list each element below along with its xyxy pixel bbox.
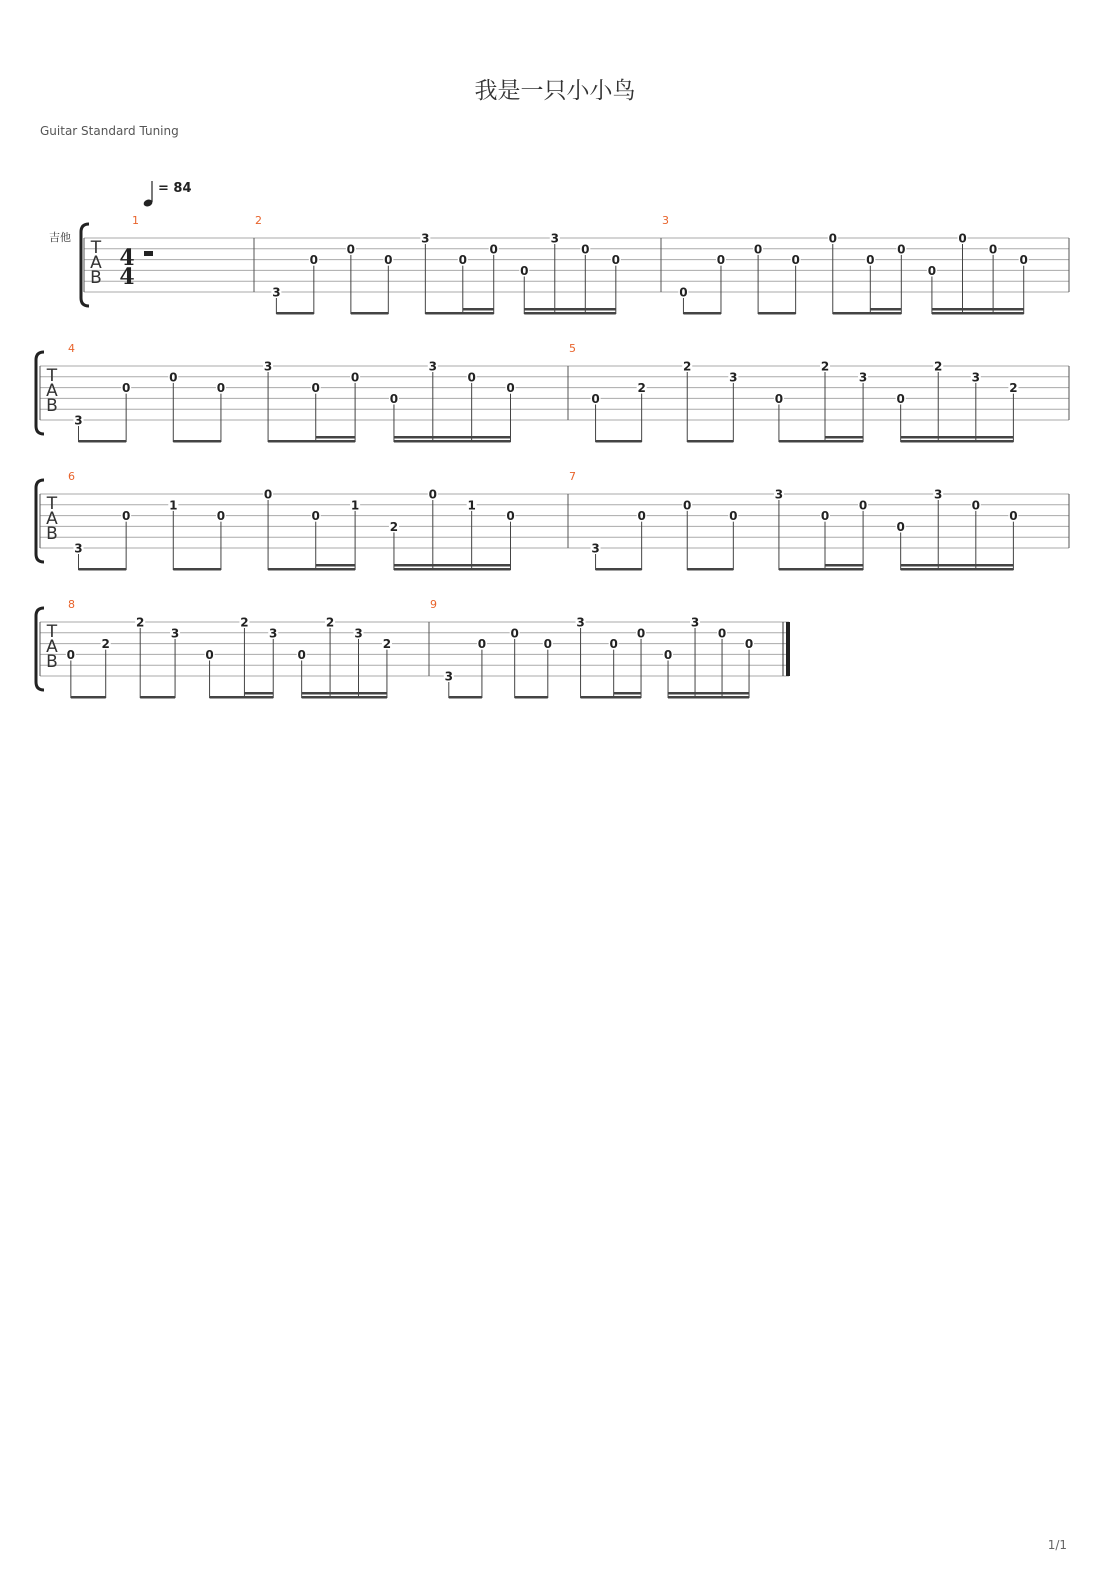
beam-primary [596,440,642,443]
beam-primary [78,440,126,443]
fret-number: 0 [428,487,437,502]
measure-number: 2 [255,214,262,227]
fret-number: 3 [858,370,868,385]
fret-number: 3 [591,541,600,556]
fret-number: 0 [744,637,754,652]
fret-number: 0 [205,647,214,662]
time-signature-top: 4 [119,245,135,271]
tab-clef-letter: A [46,381,58,401]
fret-number: 3 [428,359,437,374]
page-number: 1/1 [1047,1538,1067,1552]
fret-number: 0 [828,231,837,246]
fret-number: 0 [297,647,306,662]
fret-number: 0 [609,637,618,652]
beam-primary [449,696,482,699]
measure-number: 5 [569,342,576,355]
page-title: 我是一只小小鸟 [474,78,636,104]
measure-number: 8 [68,598,75,611]
beam-secondary [901,436,1014,439]
fret-number: 0 [897,242,906,257]
fret-number: 3 [729,370,738,385]
beam-primary [268,440,355,443]
fret-number: 0 [636,626,646,641]
fret-number: 2 [101,637,110,652]
fret-number: 3 [444,669,453,684]
half-rest [144,251,153,256]
beam-primary [302,696,387,699]
fret-number: 2 [934,359,943,374]
beam-primary [173,440,221,443]
fret-number: 0 [458,253,467,268]
beam-secondary [394,564,511,567]
beam-primary [901,568,1014,571]
fret-number: 0 [774,391,784,406]
beam-primary [210,696,274,699]
fret-number: 0 [121,381,131,396]
fret-number: 1 [169,498,178,513]
beam-primary [779,440,863,443]
fret-number: 3 [421,231,430,246]
fret-number: 0 [1009,509,1018,524]
beam-secondary [825,564,863,567]
beam-primary [687,568,733,571]
beam-secondary [901,564,1014,567]
fret-number: 0 [309,253,319,268]
tab-clef-letter: T [46,622,58,642]
fret-number: 0 [346,242,356,257]
instrument-name: 吉他 [49,231,71,244]
fret-number: 0 [679,285,688,300]
beam-primary [394,568,511,571]
beam-primary [140,696,175,699]
beam-primary [779,568,863,571]
fret-number: 0 [350,370,360,385]
beam-primary [515,696,548,699]
fret-number: 0 [717,626,727,641]
beam-secondary [668,692,749,695]
fret-number: 0 [477,637,487,652]
beam-secondary [463,308,494,311]
fret-number: 0 [791,253,800,268]
fret-number: 2 [136,615,145,630]
fret-number: 0 [311,381,320,396]
beam-primary [758,312,796,315]
fret-number: 1 [467,498,476,513]
fret-number: 1 [350,498,360,513]
fret-number: 2 [382,637,392,652]
beam-secondary [244,692,273,695]
beam-primary [425,312,493,315]
measure-number: 6 [68,470,75,483]
tempo-value: = 84 [158,181,192,196]
measure-number: 3 [662,214,669,227]
beam-primary [71,696,106,699]
tab-clef-letter: T [90,238,102,258]
beam-primary [581,696,641,699]
fret-number: 0 [66,647,76,662]
beam-secondary [932,308,1024,311]
fret-number: 2 [683,359,692,374]
fret-number: 0 [489,242,498,257]
beam-secondary [302,692,387,695]
beam-secondary [825,436,863,439]
fret-number: 0 [683,498,692,513]
fret-number: 3 [269,626,278,641]
tab-clef-letter: A [46,509,58,529]
fret-number: 2 [1009,381,1018,396]
beam-primary [668,696,749,699]
beam-primary [687,440,733,443]
fret-number: 3 [971,370,980,385]
tab-clef-letter: A [90,253,102,273]
fret-number: 0 [591,391,600,406]
fret-number: 3 [354,626,363,641]
fret-number: 0 [637,509,646,524]
fret-number: 2 [637,381,646,396]
beam-primary [351,312,388,315]
fret-number: 3 [74,541,83,556]
beam-primary [683,312,721,315]
beam-primary [524,312,616,315]
tab-clef-letter: A [46,637,58,657]
beam-primary [901,440,1014,443]
fret-number: 2 [325,615,335,630]
fret-number: 0 [866,253,875,268]
beam-secondary [316,436,355,439]
beam-secondary [614,692,641,695]
fret-number: 0 [169,370,178,385]
fret-number: 0 [520,263,529,278]
fret-number: 3 [272,285,281,300]
fret-number: 0 [389,391,399,406]
fret-number: 0 [263,487,273,502]
measure-number: 4 [68,342,75,355]
fret-number: 0 [384,253,393,268]
fret-number: 3 [934,487,943,502]
fret-number: 0 [820,509,830,524]
time-signature-bottom: 4 [119,264,135,290]
tuning-label: Guitar Standard Tuning [40,124,179,138]
beam-secondary [316,564,355,567]
fret-number: 0 [216,509,226,524]
beam-primary [276,312,313,315]
fret-number: 0 [958,231,967,246]
fret-number: 0 [927,263,937,278]
beam-secondary [870,308,901,311]
fret-number: 2 [389,519,399,534]
beam-primary [833,312,902,315]
beam-primary [932,312,1024,315]
fret-number: 3 [576,615,585,630]
measure-number: 1 [132,214,139,227]
fret-number: 3 [263,359,273,374]
fret-number: 0 [729,509,738,524]
beam-primary [268,568,355,571]
tab-clef-letter: T [46,366,58,386]
fret-number: 3 [550,231,559,246]
fret-number: 0 [988,242,998,257]
fret-number: 0 [896,391,905,406]
fret-number: 0 [971,498,980,513]
beam-primary [173,568,221,571]
tab-clef-letter: B [46,652,58,672]
fret-number: 0 [581,242,590,257]
fret-number: 0 [510,626,519,641]
fret-number: 0 [467,370,476,385]
measure-number: 9 [430,598,437,611]
system-bracket [81,224,89,306]
beam-secondary [394,436,511,439]
beam-primary [596,568,642,571]
fret-number: 2 [240,615,249,630]
fret-number: 0 [121,509,131,524]
measure-number: 7 [569,470,576,483]
fret-number: 0 [663,647,673,662]
fret-number: 0 [216,381,226,396]
fret-number: 3 [774,487,784,502]
fret-number: 0 [506,509,515,524]
fret-number: 3 [690,615,700,630]
fret-number: 0 [506,381,515,396]
fret-number: 0 [311,509,320,524]
fret-number: 0 [611,253,621,268]
tab-clef-letter: B [46,396,58,416]
tab-clef-letter: T [46,494,58,514]
tab-clef-letter: B [90,268,102,288]
beam-primary [78,568,126,571]
beam-secondary [524,308,616,311]
fret-number: 0 [753,242,763,257]
fret-number: 0 [1019,253,1028,268]
fret-number: 0 [716,253,726,268]
fret-number: 0 [543,637,552,652]
fret-number: 3 [74,413,83,428]
beam-primary [394,440,511,443]
fret-number: 0 [896,519,905,534]
tab-clef-letter: B [46,524,58,544]
fret-number: 2 [820,359,830,374]
fret-number: 3 [170,626,180,641]
fret-number: 0 [858,498,868,513]
